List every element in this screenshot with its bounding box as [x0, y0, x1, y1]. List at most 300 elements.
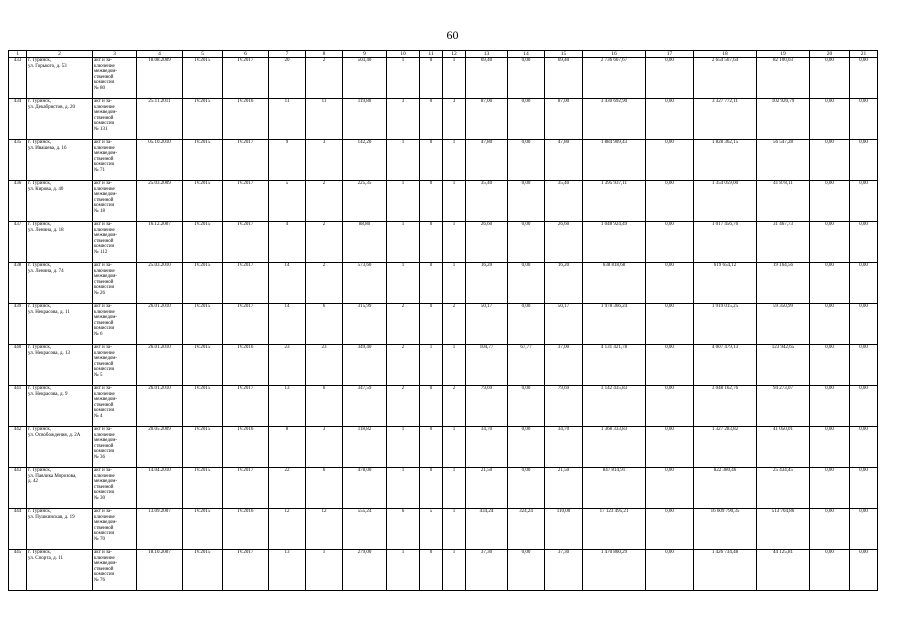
value-cell: 6	[387, 509, 420, 550]
value-cell: 1	[306, 550, 343, 591]
value-cell: 11	[306, 99, 343, 140]
value-cell: 2	[306, 222, 343, 263]
column-header: 13	[466, 51, 508, 58]
value-cell: 16 609 790,35	[694, 509, 757, 550]
row-number-cell: 440	[9, 345, 27, 386]
value-cell: 1 048 924,49	[583, 222, 646, 263]
value-cell: 0,00	[850, 550, 878, 591]
document-cell: акт и за- ключение межведом- ственной комиссии № 80	[93, 58, 137, 99]
value-cell: 6	[306, 386, 343, 427]
row-number-cell: 441	[9, 386, 27, 427]
value-cell: 1 919 015,25	[694, 304, 757, 345]
value-cell: 9	[269, 140, 306, 181]
value-cell: 555,24	[343, 509, 387, 550]
value-cell: 4 007 479,13	[694, 345, 757, 386]
value-cell: 102 920,79	[757, 99, 810, 140]
value-cell: 18.10.2007	[137, 550, 183, 591]
value-cell: 6	[306, 304, 343, 345]
value-cell: 2	[443, 386, 466, 427]
value-cell: 1	[387, 468, 420, 509]
address-cell: г. Туринск, ул. Декабристов, д. 20	[27, 99, 93, 140]
value-cell: 87,00	[466, 99, 508, 140]
document-cell: акт и за- ключение межведом- ственной комиссии № 6	[93, 304, 137, 345]
document-cell: акт и за- ключение межведом- ственной комиссии № 26	[93, 263, 137, 304]
value-cell: 19 164,56	[757, 263, 810, 304]
value-cell: 847 814,91	[583, 468, 646, 509]
value-cell: 0,00	[646, 263, 694, 304]
value-cell: 0,00	[508, 550, 545, 591]
value-cell: 2	[306, 58, 343, 99]
value-cell: 1	[387, 222, 420, 263]
value-cell: 1	[443, 181, 466, 222]
value-cell: 1	[443, 263, 466, 304]
value-cell: 0,00	[508, 386, 545, 427]
value-cell: 8	[269, 427, 306, 468]
document-cell: акт и за- ключение межведом- ственной комиссии № 18	[93, 181, 137, 222]
value-cell: 14.04.2010	[137, 468, 183, 509]
value-cell: 0	[420, 99, 443, 140]
row-number-cell: 442	[9, 427, 27, 468]
value-cell: 0,00	[810, 509, 850, 550]
value-cell: 0	[420, 468, 443, 509]
row-number-cell: 438	[9, 263, 27, 304]
value-cell: IV.2015	[183, 263, 223, 304]
value-cell: 0,00	[850, 99, 878, 140]
value-cell: 59 350,99	[757, 304, 810, 345]
value-cell: 26.01.2010	[137, 304, 183, 345]
value-cell: 0,00	[850, 345, 878, 386]
value-cell: 26.01.2010	[137, 345, 183, 386]
value-cell: IV.2016	[223, 427, 269, 468]
address-cell: г. Туринск, ул. Ленина, д. 74	[27, 263, 93, 304]
value-cell: 0,00	[810, 222, 850, 263]
value-cell: 22	[269, 468, 306, 509]
value-cell: 0,00	[646, 181, 694, 222]
document-cell: акт и за- ключение межведом- ственной комиссии № 36	[93, 427, 137, 468]
value-cell: 0,00	[810, 427, 850, 468]
value-cell: 0,00	[810, 304, 850, 345]
value-cell: IV.2017	[223, 140, 269, 181]
value-cell: 1 327 283,82	[694, 427, 757, 468]
value-cell: IV.2015	[183, 386, 223, 427]
value-cell: 26,60	[466, 222, 508, 263]
value-cell: 34,70	[545, 427, 583, 468]
value-cell: 1	[387, 58, 420, 99]
value-cell: 0,00	[810, 550, 850, 591]
value-cell: 0,00	[508, 181, 545, 222]
table-row	[9, 99, 878, 140]
address-cell: г. Туринск, ул. Спорта, д. 11	[27, 550, 93, 591]
table-row	[9, 386, 878, 427]
value-cell: 123 942,65	[757, 345, 810, 386]
column-header: 14	[508, 51, 545, 58]
value-cell: IV.2015	[183, 509, 223, 550]
value-cell: 2	[387, 345, 420, 386]
value-cell: 638 818,68	[583, 263, 646, 304]
value-cell: 2	[306, 263, 343, 304]
value-cell: 434,24	[466, 509, 508, 550]
value-cell: 0,00	[850, 58, 878, 99]
row-number-cell: 439	[9, 304, 27, 345]
value-cell: 0	[420, 550, 443, 591]
value-cell: 20.05.2009	[137, 427, 183, 468]
value-cell: IV.2017	[223, 304, 269, 345]
column-header: 3	[93, 51, 137, 58]
value-cell: 349,40	[343, 345, 387, 386]
value-cell: 0,00	[850, 181, 878, 222]
value-cell: 14	[269, 304, 306, 345]
value-cell: 0,00	[810, 263, 850, 304]
address-cell: г. Туринск, ул. Кирова, д. 40	[27, 181, 93, 222]
value-cell: 0,00	[508, 58, 545, 99]
value-cell: 0,00	[850, 304, 878, 345]
value-cell: 20	[269, 58, 306, 99]
value-cell: IV.2015	[183, 304, 223, 345]
value-cell: 1	[443, 550, 466, 591]
value-cell: 0,00	[850, 427, 878, 468]
value-cell: IV.2015	[183, 345, 223, 386]
value-cell: IV.2017	[223, 468, 269, 509]
row-number-cell: 445	[9, 550, 27, 591]
value-cell: 82 100,03	[757, 58, 810, 99]
column-header: 11	[420, 51, 443, 58]
value-cell: 1	[443, 468, 466, 509]
value-cell: 0,00	[810, 140, 850, 181]
value-cell: 0,00	[850, 140, 878, 181]
table-row	[9, 509, 878, 550]
address-cell: г. Туринск, ул. Горького, д. 53	[27, 58, 93, 99]
value-cell: 478,00	[343, 468, 387, 509]
value-cell: 0,00	[850, 263, 878, 304]
value-cell: 37,00	[545, 345, 583, 386]
value-cell: 13	[269, 386, 306, 427]
value-cell: 25.11.2011	[137, 99, 183, 140]
value-cell: 35,40	[466, 181, 508, 222]
table-row	[9, 263, 878, 304]
value-cell: 5	[269, 181, 306, 222]
value-cell: 0,00	[646, 99, 694, 140]
column-header: 18	[694, 51, 757, 58]
value-cell: IV.2015	[183, 58, 223, 99]
document-cell: акт и за- ключение межведом- ственной комиссии № 76	[93, 550, 137, 591]
value-cell: 18.08.2009	[137, 58, 183, 99]
value-cell: 0,00	[508, 304, 545, 345]
value-cell: 315,99	[343, 304, 387, 345]
value-cell: 0,00	[810, 386, 850, 427]
column-header: 16	[583, 51, 646, 58]
value-cell: 0	[420, 386, 443, 427]
value-cell: 1	[387, 427, 420, 468]
value-cell: 1 828 362,15	[694, 140, 757, 181]
value-cell: 14	[269, 263, 306, 304]
column-header: 1	[9, 51, 27, 58]
column-header: 4	[137, 51, 183, 58]
value-cell: 26.01.2010	[137, 386, 183, 427]
value-cell: IV.2015	[183, 427, 223, 468]
value-cell: 3	[387, 99, 420, 140]
value-cell: 3	[443, 99, 466, 140]
value-cell: 1 426 734,48	[694, 550, 757, 591]
value-cell: 0	[420, 58, 443, 99]
value-cell: 1	[387, 181, 420, 222]
table-body	[9, 58, 878, 591]
table-row	[9, 468, 878, 509]
value-cell: 12	[269, 509, 306, 550]
value-cell: IV.2015	[183, 181, 223, 222]
value-cell: 0,00	[508, 263, 545, 304]
value-cell: 13.09.2007	[137, 509, 183, 550]
value-cell: 0,00	[810, 181, 850, 222]
table-row	[9, 550, 878, 591]
column-header: 17	[646, 51, 694, 58]
value-cell: 0	[420, 140, 443, 181]
value-cell: 619 654,12	[694, 263, 757, 304]
address-cell: г. Туринск, ул. Освобождения, д. 2А	[27, 427, 93, 468]
value-cell: 31 467,73	[757, 222, 810, 263]
column-header: 6	[223, 51, 269, 58]
housing-registry-table	[8, 50, 878, 591]
value-cell: 37,30	[466, 550, 508, 591]
column-header: 12	[443, 51, 466, 58]
value-cell: 0	[420, 304, 443, 345]
value-cell: IV.2017	[223, 181, 269, 222]
value-cell: IV.2017	[223, 222, 269, 263]
page-number: 60	[446, 28, 459, 42]
value-cell: 0,00	[508, 140, 545, 181]
value-cell: 0,00	[850, 386, 878, 427]
document-cell: акт и за- ключение межведом- ственной комиссии № 112	[93, 222, 137, 263]
column-header: 8	[306, 51, 343, 58]
value-cell: 5	[420, 509, 443, 550]
value-cell: 1 884 909,43	[583, 140, 646, 181]
value-cell: 0,00	[850, 222, 878, 263]
value-cell: 119,80	[343, 99, 387, 140]
value-cell: 3	[306, 140, 343, 181]
value-cell: IV.2016	[223, 345, 269, 386]
document-cell: акт и за- ключение межведом- ственной комиссии № 71	[93, 140, 137, 181]
column-header: 5	[183, 51, 223, 58]
address-cell: г. Туринск, ул. Ивашева, д. 16	[27, 140, 93, 181]
row-number-cell: 435	[9, 140, 27, 181]
value-cell: 16.12.2007	[137, 222, 183, 263]
value-cell: 0,00	[810, 99, 850, 140]
row-number-cell: 434	[9, 99, 27, 140]
row-number-cell: 433	[9, 58, 27, 99]
value-cell: 324,24	[508, 509, 545, 550]
value-cell: 87,00	[545, 99, 583, 140]
value-cell: 573,60	[343, 263, 387, 304]
value-cell: IV.2015	[183, 99, 223, 140]
value-cell: 1 354 059,00	[694, 181, 757, 222]
value-cell: 0	[420, 263, 443, 304]
value-cell: 12	[306, 509, 343, 550]
value-cell: 0,00	[508, 99, 545, 140]
value-cell: 0,00	[810, 58, 850, 99]
value-cell: 26,60	[545, 222, 583, 263]
value-cell: 23	[306, 345, 343, 386]
value-cell: IV.2015	[183, 550, 223, 591]
value-cell: 69,40	[545, 58, 583, 99]
column-header: 20	[810, 51, 850, 58]
table-row	[9, 222, 878, 263]
value-cell: 1	[443, 427, 466, 468]
value-cell: 279,00	[343, 550, 387, 591]
value-cell: 0,00	[850, 509, 878, 550]
value-cell: 225,35	[343, 181, 387, 222]
value-cell: 34,70	[466, 427, 508, 468]
value-cell: 25.03.2010	[137, 263, 183, 304]
value-cell: 0,00	[646, 140, 694, 181]
value-cell: 23	[269, 345, 306, 386]
row-number-cell: 443	[9, 468, 27, 509]
value-cell: 88,80	[343, 222, 387, 263]
value-cell: 2	[306, 181, 343, 222]
value-cell: 50,17	[545, 304, 583, 345]
value-cell: 2	[387, 386, 420, 427]
value-cell: 0,00	[646, 427, 694, 468]
value-cell: 16,20	[466, 263, 508, 304]
row-number-cell: 437	[9, 222, 27, 263]
header-row	[9, 51, 878, 58]
value-cell: 0,00	[646, 304, 694, 345]
value-cell: 3	[306, 427, 343, 468]
value-cell: 50,17	[466, 304, 508, 345]
value-cell: 0,00	[646, 509, 694, 550]
column-header: 10	[387, 51, 420, 58]
value-cell: 1 368 333,83	[583, 427, 646, 468]
value-cell: 79,69	[466, 386, 508, 427]
value-cell: IV.2017	[223, 58, 269, 99]
value-cell: 0,00	[508, 222, 545, 263]
value-cell: 1	[443, 222, 466, 263]
column-header: 15	[545, 51, 583, 58]
value-cell: 0	[420, 427, 443, 468]
value-cell: 13	[269, 550, 306, 591]
value-cell: 0,00	[646, 222, 694, 263]
value-cell: 11	[269, 99, 306, 140]
value-cell: 142,20	[343, 140, 387, 181]
value-cell: IV.2016	[223, 99, 269, 140]
value-cell: 6	[306, 468, 343, 509]
document-cell: акт и за- ключение межведом- ственной комиссии № 5	[93, 345, 137, 386]
value-cell: 0,00	[646, 386, 694, 427]
value-cell: 513 704,86	[757, 509, 810, 550]
address-cell: г. Туринск, ул. Некрасова, д. 13	[27, 345, 93, 386]
value-cell: 0,00	[810, 345, 850, 386]
document-cell: акт и за- ключение межведом- ственной комиссии № 4	[93, 386, 137, 427]
value-cell: 25.03.2009	[137, 181, 183, 222]
value-cell: 1	[420, 345, 443, 386]
value-cell: 47,80	[466, 140, 508, 181]
value-cell: 2 736 667,67	[583, 58, 646, 99]
value-cell: 104,77	[466, 345, 508, 386]
value-cell: 2	[387, 304, 420, 345]
value-cell: 2	[443, 304, 466, 345]
value-cell: 94 273,07	[757, 386, 810, 427]
value-cell: 1	[443, 509, 466, 550]
table-row	[9, 181, 878, 222]
value-cell: 16,20	[545, 263, 583, 304]
value-cell: IV.2015	[183, 468, 223, 509]
value-cell: 118,82	[343, 427, 387, 468]
table-row	[9, 427, 878, 468]
value-cell: 4	[269, 222, 306, 263]
value-cell: 47,80	[545, 140, 583, 181]
value-cell: 41 050,01	[757, 427, 810, 468]
value-cell: 0,00	[646, 468, 694, 509]
value-cell: 3 327 772,11	[694, 99, 757, 140]
value-cell: 3 048 162,76	[694, 386, 757, 427]
value-cell: 67,77	[508, 345, 545, 386]
column-header: 19	[757, 51, 810, 58]
value-cell: 44 125,81	[757, 550, 810, 591]
value-cell: 3 142 435,83	[583, 386, 646, 427]
value-cell: IV.2017	[223, 550, 269, 591]
value-cell: IV.2015	[183, 222, 223, 263]
value-cell: 79,69	[545, 386, 583, 427]
value-cell: 05.10.2010	[137, 140, 183, 181]
value-cell: 41 878,11	[757, 181, 810, 222]
value-cell: 0,00	[850, 468, 878, 509]
address-cell: г. Туринск, ул. Некрасова, д. 9	[27, 386, 93, 427]
value-cell: 2 654 567,64	[694, 58, 757, 99]
value-cell: 0,00	[508, 427, 545, 468]
value-cell: 1 470 860,29	[583, 550, 646, 591]
value-cell: 0	[420, 181, 443, 222]
address-cell: г. Туринск, ул. Некрасова, д. 11	[27, 304, 93, 345]
value-cell: IV.2015	[183, 140, 223, 181]
column-header: 2	[27, 51, 93, 58]
column-header: 21	[850, 51, 878, 58]
value-cell: 822 380,46	[694, 468, 757, 509]
value-cell: IV.2017	[223, 386, 269, 427]
value-cell: 4 131 421,78	[583, 345, 646, 386]
value-cell: 1	[387, 550, 420, 591]
value-cell: 3 430 692,90	[583, 99, 646, 140]
value-cell: 347,59	[343, 386, 387, 427]
value-cell: 0,00	[646, 345, 694, 386]
row-number-cell: 436	[9, 181, 27, 222]
document-cell: акт и за- ключение межведом- ственной комиссии № 30	[93, 468, 137, 509]
value-cell: 21,50	[545, 468, 583, 509]
table-row	[9, 304, 878, 345]
value-cell: IV.2016	[223, 509, 269, 550]
address-cell: г. Туринск, ул. Ленина, д. 18	[27, 222, 93, 263]
document-cell: акт и за- ключение межведом- ственной комиссии № 70	[93, 509, 137, 550]
value-cell: 1 017 456,76	[694, 222, 757, 263]
column-header: 9	[343, 51, 387, 58]
value-cell: 69,40	[466, 58, 508, 99]
value-cell: 1	[443, 140, 466, 181]
table-row	[9, 58, 878, 99]
value-cell: 1 978 366,24	[583, 304, 646, 345]
value-cell: IV.2017	[223, 263, 269, 304]
value-cell: 1	[387, 263, 420, 304]
value-cell: 17 123 495,21	[583, 509, 646, 550]
value-cell: 0,00	[810, 468, 850, 509]
value-cell: 35,40	[545, 181, 583, 222]
table-row	[9, 140, 878, 181]
value-cell: 0,00	[646, 550, 694, 591]
value-cell: 0,00	[508, 468, 545, 509]
value-cell: 1	[387, 140, 420, 181]
row-number-cell: 444	[9, 509, 27, 550]
column-header: 7	[269, 51, 306, 58]
value-cell: 21,50	[466, 468, 508, 509]
address-cell: г. Туринск, ул. Павлика Морозова, д. 42	[27, 468, 93, 509]
value-cell: 37,30	[545, 550, 583, 591]
value-cell: 503,40	[343, 58, 387, 99]
